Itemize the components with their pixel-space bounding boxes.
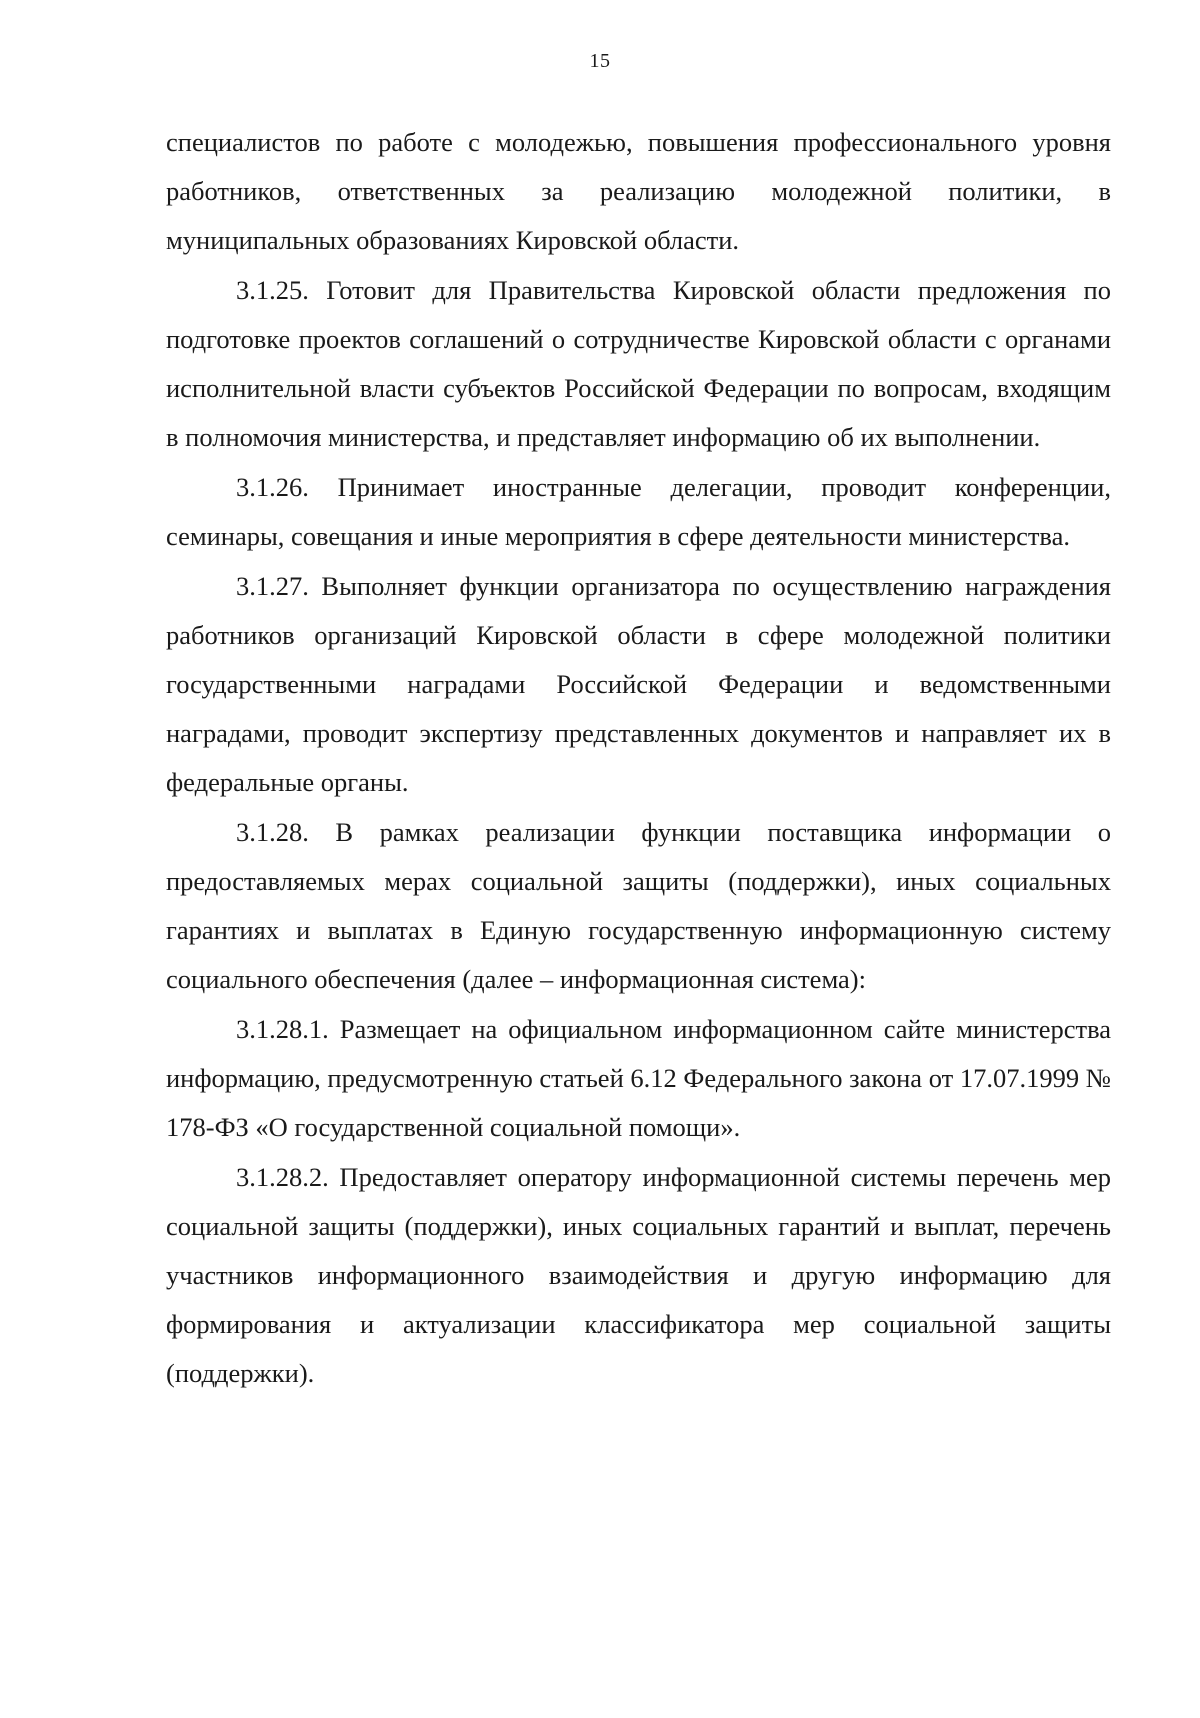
- paragraph-3-1-25: 3.1.25. Готовит для Правительства Кировской области предложения по подготовке проектов соглашений о сотрудничестве Кировской области с органами исполнительной власти субъектов Российской Федерации по вопросам, входящим в полномочия министерства, и представляет информацию об их выполнении.: [166, 275, 1111, 452]
- paragraph-3-1-28-2: 3.1.28.2. Предоставляет оператору информационной системы перечень мер социальной защиты (поддержки), иных социальных гарантий и выплат, перечень участников информационного взаимодействия и другую информацию для формирования и актуализации классификатора мер социальной защиты (поддержки).: [166, 1162, 1111, 1388]
- paragraph-continuation: специалистов по работе с молодежью, повышения профессионального уровня работников, ответственных за реализацию молодежной политики, в муниципальных образованиях Кировской области.: [166, 127, 1111, 255]
- document-body: [166, 118, 1111, 1399]
- paragraph-3-1-28-1: 3.1.28.1. Размещает на официальном информационном сайте министерства информацию, предусмотренную статьей 6.12 Федерального закона от 17.07.1999 № 178-ФЗ «О государственной социальной помощи».: [166, 1014, 1111, 1142]
- paragraph-3-1-28: 3.1.28. В рамках реализации функции поставщика информации о предоставляемых мерах социальной защиты (поддержки), иных социальных гарантиях и выплатах в Единую государственную информационную систему социального обеспечения (далее – информационная система):: [166, 817, 1111, 994]
- paragraph-3-1-26: 3.1.26. Принимает иностранные делегации, проводит конференции, семинары, совещания и иные мероприятия в сфере деятельности министерства.: [166, 472, 1111, 551]
- page-number: 15: [589, 50, 611, 72]
- paragraph-3-1-27: 3.1.27. Выполняет функции организатора по осуществлению награждения работников организаций Кировской области в сфере молодежной политики государственными наградами Российской Федерации и ведомственными наградами, проводит экспертизу представленных документов и направляет их в федеральные органы.: [166, 571, 1111, 797]
